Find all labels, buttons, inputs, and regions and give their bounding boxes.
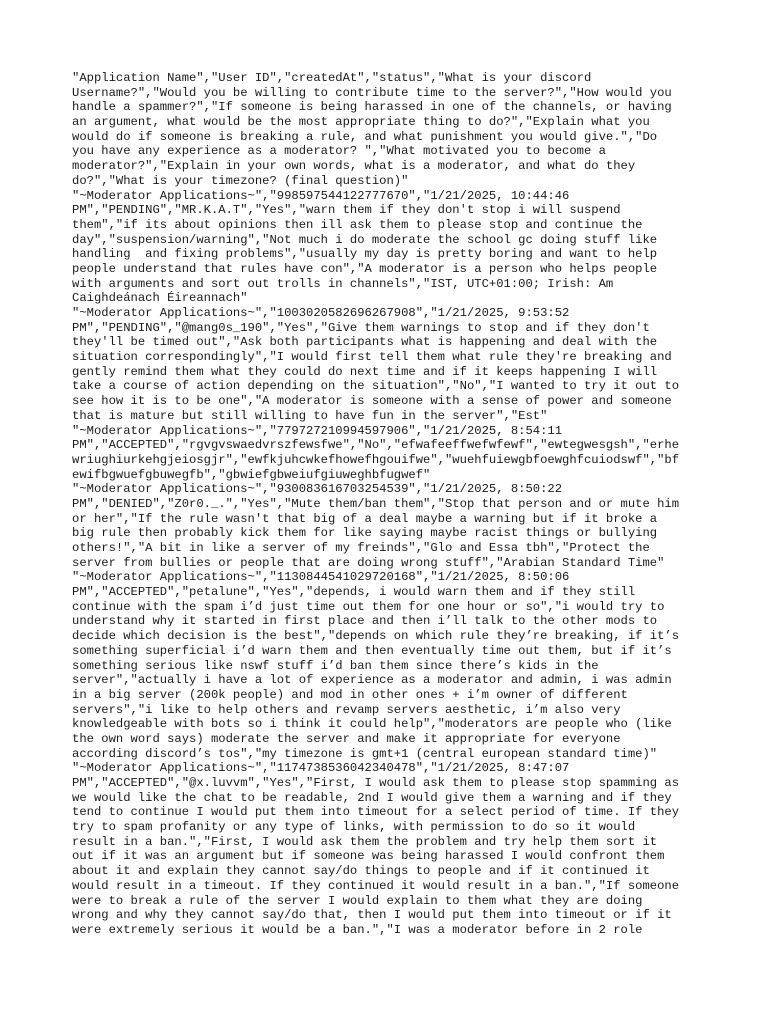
text-line: Username?","Would you be willing to contribute time to the server?","How would you — [72, 85, 672, 100]
text-line: "Application Name","User ID","createdAt","status","What is your discord — [72, 71, 592, 85]
text-line: server","actually i have a lot of experience as a moderator and admin, i was admin — [72, 673, 672, 688]
text-line: people understand that rules have con","A moderator is a person who helps people — [72, 261, 658, 276]
text-line: result in a ban.","First, I would ask them the problem and try help them sort it — [72, 834, 658, 849]
text-line: ewifbgwuefgbuwegfb","gbwiefgbweiufgiuweghbfugwef" — [72, 467, 431, 482]
text-line: they'll be timed out","Ask both participants what is happening and deal with the — [72, 335, 658, 350]
text-line: "~Moderator Applications~","779727210994597906","1/21/2025, 8:54:11 — [72, 423, 563, 438]
text-line: "~Moderator Applications~","1003020582696267908","1/21/2025, 9:53:52 — [72, 306, 570, 320]
text-line: something superficial i’d warn them and then eventually time out them, but if it’s — [72, 643, 672, 658]
text-line: handle a spammer?","If someone is being harassed in one of the channels, or having — [72, 100, 672, 115]
text-line: out if it was an argument but if someone was being harassed I would confront them — [72, 849, 665, 864]
text-line: handling and fixing problems","usually my day is pretty boring and want to help — [72, 247, 658, 262]
text-line: "~Moderator Applications~","1174738536042340478","1/21/2025, 8:47:07 — [72, 761, 570, 776]
text-line: gently remind them what they could do next time and if it keeps happening I will — [72, 364, 658, 379]
text-line: an argument, what would be the most appropriate thing to do?","Explain what you — [72, 115, 650, 130]
text-line: try to spam profanity or any type of links, with permission to do so it would — [72, 820, 636, 835]
text-line: were to break a rule of the server I would explain to them what they are doing — [72, 893, 643, 908]
text-line: would do if someone is breaking a rule, and what punishment you would give.","Do — [72, 129, 658, 144]
csv-text-block — [72, 71, 708, 938]
text-line: you have any experience as a moderator? ","What motivated you to become a — [72, 144, 606, 159]
text-line: server from bullies or people that are doing wrong stuff","Arabian Standard Time" — [72, 555, 665, 570]
text-line: them","if its about opinions then ill ask them to please stop and continue the — [72, 217, 643, 232]
text-line: about it and explain they cannot say/do things to people and if it continued it — [72, 864, 650, 879]
text-line: the own word says) moderate the server and make it appropriate for everyone — [72, 731, 621, 746]
text-line: that is mature but still willing to have fun in the server","Est" — [72, 408, 548, 423]
text-line: we would like the chat to be readable, 2nd I would give them a warning and if they — [72, 790, 672, 805]
text-line: big rule then probably kick them for like saying maybe racist things or bullying — [72, 526, 658, 541]
text-line: wriughiurkehgjeiosgjr","ewfkjuhcwkefhowefhgouifwe","wuehfuiewgbfoewghfcuiodswf","bf — [72, 452, 680, 467]
text-line: continue with the spam i’d just time out them for one hour or so","i would try to — [72, 599, 665, 614]
text-line: others!","A bit in like a server of my freinds","Glo and Essa tbh","Protect the — [72, 541, 650, 555]
text-line: PM","PENDING","@mang0s_190","Yes","Give them warnings to stop and if they don't — [72, 320, 650, 335]
text-line: PM","ACCEPTED","rgvgvswaedvrszfewsfwe","No","efwafeeffwefwfewf","ewtegwesgsh","erhe — [72, 438, 680, 453]
text-line: something serious like nswf stuff i’d ban them since there’s kids in the — [72, 658, 599, 673]
text-line: PM","DENIED","Z0r0._.","Yes","Mute them/ban them","Stop that person and or mute him — [72, 496, 680, 511]
text-line: would result in a timeout. If they continued it would result in a ban.","If someone — [72, 878, 680, 893]
text-line: knowledgeable with bots so i think it could help","moderators are people who (like — [72, 717, 672, 732]
text-line: or her","If the rule wasn't that big of a deal maybe a warning but if it broke a — [72, 511, 658, 526]
text-line: Caighdeánach Éireannach" — [72, 291, 248, 306]
text-line: wrong and why they cannot say/do that, then I would put them into timeout or if it — [72, 908, 672, 923]
text-line: moderator?","Explain in your own words, what is a moderator, and what do they — [72, 159, 636, 174]
text-line: decide which decision is the best","depends on which rule they’re breaking, if it’s — [72, 629, 680, 644]
text-line: PM","PENDING","MR.K.A.T","Yes","warn them if they don't stop i will suspend — [72, 203, 621, 218]
text-line: were extremely serious it would be a ban.","I was a moderator before in 2 role — [72, 922, 643, 937]
text-line: PM","ACCEPTED","@x.luvvm","Yes","First, I would ask them to please stop spamming as — [72, 776, 680, 790]
text-line: understand why it started in first place and then i’ll talk to the other mods to — [72, 614, 658, 629]
text-line: in a big server (200k people) and mod in other ones + i’m owner of different — [72, 687, 628, 702]
text-line: see how it is to be one","A moderator is someone with a sense of power and someone — [72, 394, 672, 409]
text-line: "~Moderator Applications~","930083616703254539","1/21/2025, 8:50:22 — [72, 482, 563, 497]
text-line: tend to continue I would put them into timeout for a select period of time. If they — [72, 805, 680, 820]
text-line: according discord’s tos","my timezone is gmt+1 (central european standard time)" — [72, 746, 658, 761]
text-line: PM","ACCEPTED","petalune","Yes","depends, i would warn them and if they still — [72, 585, 636, 600]
text-line: with arguments and sort out trolls in channels","IST, UTC+01:00; Irish: Am — [72, 276, 614, 291]
text-line: "~Moderator Applications~","1130844541029720168","1/21/2025, 8:50:06 — [72, 570, 570, 585]
text-line: "~Moderator Applications~","998597544122777670","1/21/2025, 10:44:46 — [72, 188, 570, 203]
text-line: do?","What is your timezone? (final question)" — [72, 173, 409, 188]
text-line: situation correspondingly","I would first tell them what rule they're breaking and — [72, 350, 672, 365]
text-line: day","suspension/warning","Not much i do moderate the school gc doing stuff like — [72, 232, 658, 247]
text-line: take a course of action depending on the situation","No","I wanted to try it out to — [72, 379, 680, 394]
text-line: servers","i like to help others and revamp servers aesthetic, i’m also very — [72, 702, 621, 717]
